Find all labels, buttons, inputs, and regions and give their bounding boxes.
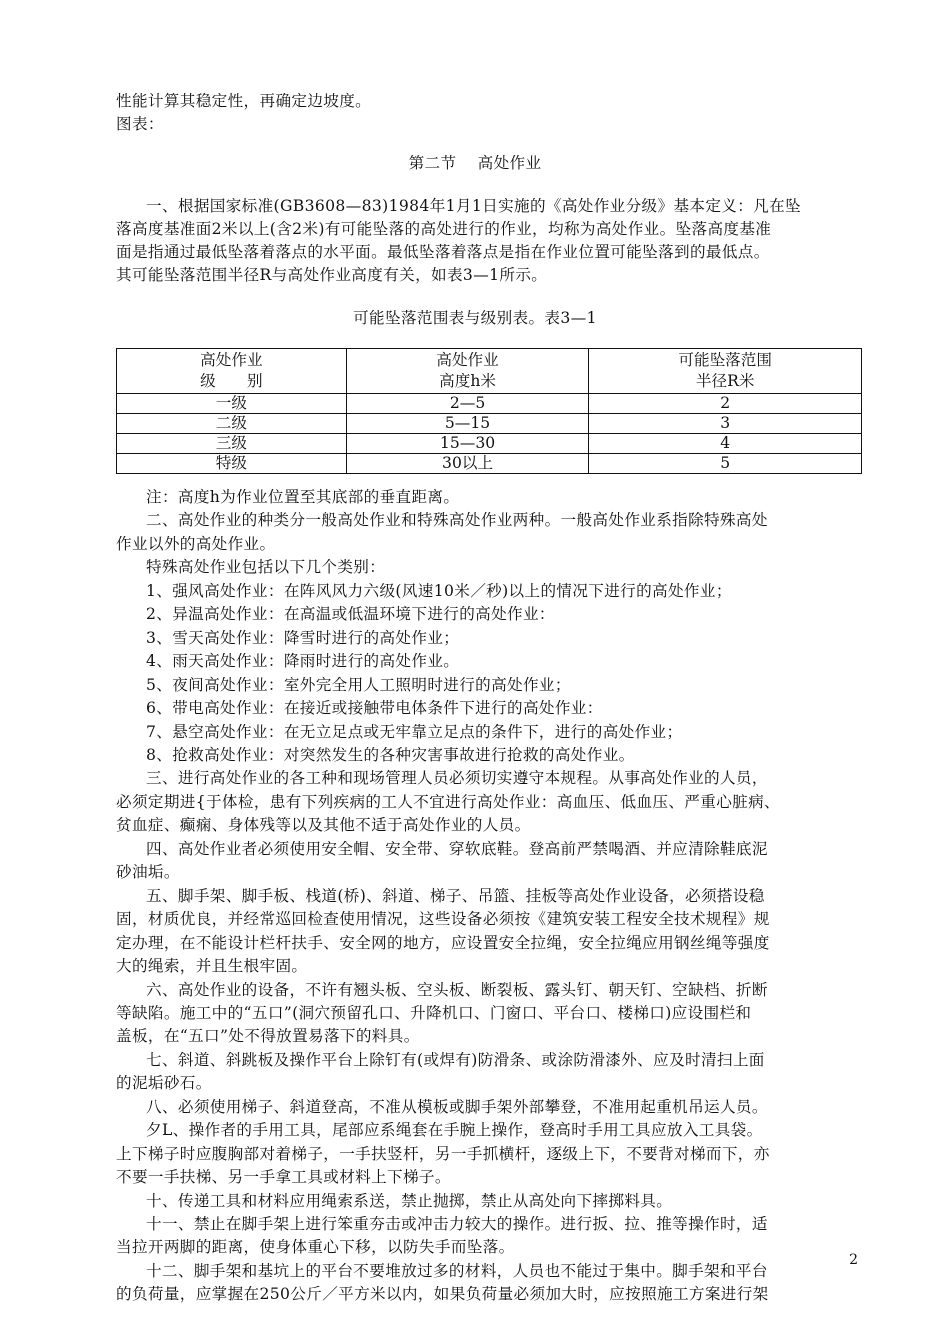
text-line: 图表：: [116, 115, 164, 133]
text-line: 二、高处作业的种类分一般高处作业和特殊高处作业两种。一般高处作业系指除特殊高处: [146, 511, 768, 530]
text-line: 3、雪天高处作业：降雪时进行的高处作业；: [146, 628, 460, 647]
text-line: 等缺陷。施工中的“五口”(洞穴预留孔口、升降机口、门窗口、平台口、楼梯口)应设围栏和: [116, 1003, 752, 1022]
header-text: 可能坠落范围: [678, 351, 772, 369]
text-line: 六、高处作业的设备，不许有翘头板、空头板、断裂板、露头钉、朝天钉、空缺档、折断: [146, 980, 768, 999]
text-line: 贫血症、癫痫、身体残等以及其他不适于高处作业的人员。: [116, 816, 531, 835]
text-line: 特殊高处作业包括以下几个类别：: [146, 558, 386, 577]
table-row: [117, 454, 862, 474]
header-cell: [346, 349, 589, 394]
header-text: 级 别: [200, 372, 263, 390]
header-text: 高度h米: [439, 372, 496, 390]
table-cell: 30以上: [346, 454, 589, 474]
text-line: 其可能坠落范围半径R与高处作业高度有关，如表3—1所示。: [116, 266, 548, 284]
table-cell: 2—5: [346, 394, 589, 414]
text-line: 7、悬空高处作业：在无立足点或无牢靠立足点的条件下，进行的高处作业；: [146, 722, 683, 741]
text-line: 性能计算其稳定性，再确定边坡度。: [116, 92, 372, 110]
text-line: 三、进行高处作业的各工种和现场管理人员必须切实遵守本规程。从事高处作业的人员，: [146, 769, 768, 788]
table-cell: 3: [589, 414, 862, 434]
table-cell: 5: [589, 454, 862, 474]
text-line: 定办理，在不能设计栏杆扶手、安全网的地方，应设置安全拉绳，安全拉绳应用钢丝绳等强度: [116, 933, 770, 952]
table-cell: 4: [589, 434, 862, 454]
text-line: 1、强风高处作业：在阵风风力六级(风速10米／秒)以上的情况下进行的高处作业；: [146, 581, 732, 600]
table-row: [117, 414, 862, 434]
text-line: 五、脚手架、脚手板、栈道(桥)、斜道、梯子、吊篮、挂板等高处作业设备，必须搭设稳: [146, 886, 765, 905]
text-line: 面是指通过最低坠落着落点的水平面。最低坠落着落点是指在作业位置可能坠落到的最低点。: [116, 243, 770, 261]
text-line: 不要一手扶梯、另一手拿工具或材料上下梯子。: [116, 1168, 451, 1186]
text-line: 作业以外的高处作业。: [116, 534, 276, 553]
header-cell: [589, 349, 862, 394]
text-line: 落高度基准面2米以上(含2米)有可能坠落的高处进行的作业，均称为高处作业。坠落高度基准: [116, 220, 772, 238]
section-title: 第二节 高处作业: [408, 154, 542, 172]
text-line: 5、夜间高处作业：室外完全用人工照明时进行的高处作业；: [146, 675, 571, 694]
text-line: 七、斜道、斜跳板及操作平台上除钉有(或焊有)防滑条、或涂防滑漆外、应及时清扫上面: [146, 1050, 765, 1069]
header-text: 半径R米: [695, 372, 755, 390]
table-cell: 2: [589, 394, 862, 414]
text-line: 一、根据国家标准(GB3608—83)1984年1月1日实施的《高处作业分级》基本定义：凡在坠: [146, 197, 801, 215]
text-line: 注：高度h为作业位置至其底部的垂直距离。: [146, 488, 460, 506]
table-cell: 二级: [117, 414, 347, 434]
table-row: [117, 434, 862, 454]
text-line: 盖板，在“五口”处不得放置易落下的料具。: [116, 1027, 420, 1046]
text-line: 砂油垢。: [116, 863, 180, 882]
text-line: 十二、脚手架和基坑上的平台不要堆放过多的材料，人员也不能过于集中。脚手架和平台: [146, 1261, 768, 1280]
text-line: 十、传递工具和材料应用绳索系送，禁止抛掷，禁止从高处向下摔掷料具。: [146, 1191, 673, 1210]
text-line: 必须定期进{于体检，患有下列疾病的工人不宜进行高处作业：高血压、低血压、严重心脏病、: [116, 792, 780, 811]
text-line: 的泥垢砂石。: [116, 1074, 212, 1093]
text-line: 夕L、操作者的手用工具，尾部应系绳套在手腕上操作，登高时手用工具应放入工具袋。: [146, 1121, 763, 1140]
table-cell: 特级: [117, 454, 347, 474]
text-line: 十一、禁止在脚手架上进行笨重夯击或冲击力较大的操作。进行扳、拉、推等操作时，适: [146, 1214, 768, 1233]
header-text: 高处作业: [436, 351, 499, 369]
table-caption: 可能坠落范围表与级别表。表3—1: [353, 309, 597, 327]
table-cell: 5—15: [346, 414, 589, 434]
text-line: 四、高处作业者必须使用安全帽、安全带、穿软底鞋。登高前严禁喝酒、并应清除鞋底泥: [146, 839, 768, 858]
header-text: 高处作业: [200, 351, 263, 369]
text-line: 的负荷量，应掌握在250公斤／平方米以内，如果负荷量必须加大时，应按照施工方案进行架: [116, 1285, 769, 1304]
text-line: 8、抢救高处作业：对突然发生的各种灾害事故进行抢救的高处作业。: [146, 746, 635, 764]
text-line: 八、必须使用梯子、斜道登高，不准从模板或脚手架外部攀登，不准用起重机吊运人员。: [146, 1097, 768, 1116]
text-line: 2、异温高处作业：在高温或低温环境下进行的高处作业：: [146, 605, 555, 624]
table-cell: 一级: [117, 394, 347, 414]
text-line: 大的绳索，并且生根牢固。: [116, 957, 308, 975]
table-row: [117, 394, 862, 414]
table-header-row: [117, 349, 862, 394]
fall-range-table: [116, 348, 862, 474]
page-number: 2: [849, 1252, 858, 1268]
text-line: 当拉开两脚的距离，使身体重心下移，以防失手而坠落。: [116, 1238, 515, 1257]
text-line: 上下梯子时应腹胸部对着梯子，一手扶竖杆，另一手抓横杆，逐级上下，不要背对梯而下，亦: [116, 1144, 770, 1163]
table-cell: 三级: [117, 434, 347, 454]
text-line: 固，材质优良，并经常巡回检查使用情况，这些设备必须按《建筑安装工程安全技术规程》规: [116, 910, 770, 929]
text-line: 4、雨天高处作业：降雨时进行的高处作业。: [146, 652, 460, 671]
header-cell: [117, 349, 347, 394]
table-cell: 15—30: [346, 434, 589, 454]
text-line: 6、带电高处作业：在接近或接触带电体条件下进行的高处作业：: [146, 699, 603, 717]
